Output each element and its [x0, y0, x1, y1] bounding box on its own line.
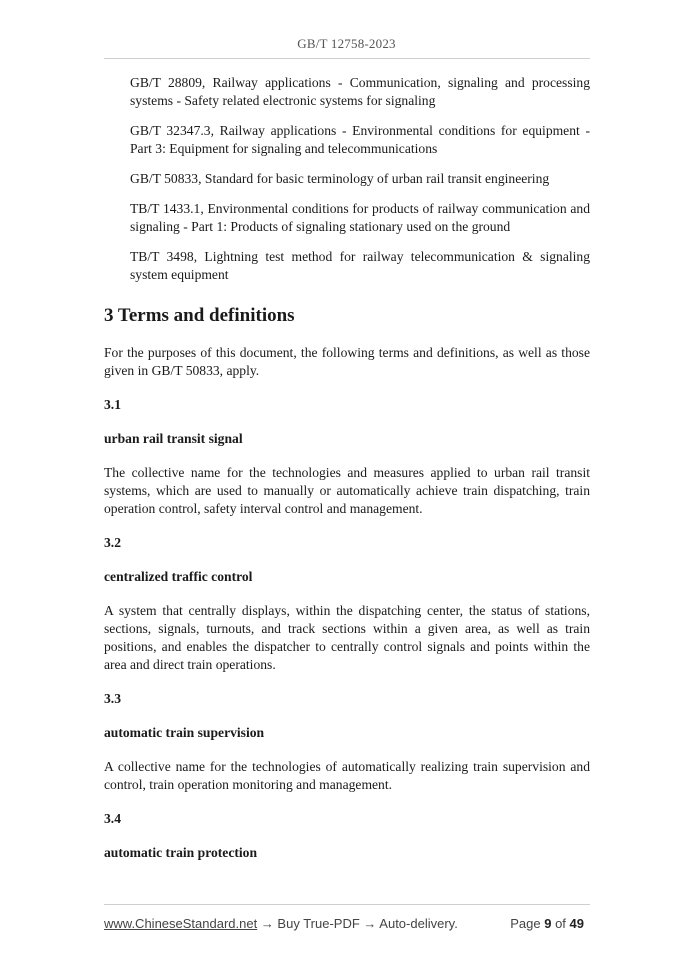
page-label: Page	[510, 916, 545, 931]
page-body	[104, 74, 590, 862]
reference-item: TB/T 1433.1, Environmental conditions for products of railway communication and signaling - Part 1: Products of signaling stationary used on the ground	[130, 201, 590, 234]
term-number: 3.2	[104, 535, 121, 550]
term-definition: A system that centrally displays, within the dispatching center, the status of stations, sections, signals, turnouts, and track sections within a given area, as well as train positions, and enables the dispatcher to centrally control signals and points within the area and direct train operations.	[104, 603, 590, 672]
term-definition: The collective name for the technologies and measures applied to urban rail transit systems, which are used to manually or automatically achieve train dispatching, train operation control, safety interval control and management.	[104, 465, 590, 516]
term-entry	[104, 810, 590, 862]
term-number: 3.3	[104, 691, 121, 706]
page-footer	[104, 916, 590, 934]
term-definition: A collective name for the technologies of automatically realizing train supervision and control, train operation monitoring and management.	[104, 759, 590, 792]
footer-tagline: → Buy True-PDF → Auto-delivery.	[257, 916, 458, 931]
term-entry	[104, 690, 590, 794]
term-number: 3.4	[104, 811, 121, 826]
total-pages: 49	[569, 916, 584, 931]
website-link[interactable]: www.ChineseStandard.net	[104, 916, 258, 931]
page-indicator	[510, 916, 584, 931]
term-name: automatic train protection	[104, 845, 258, 860]
section-heading: 3 Terms and definitions	[104, 305, 295, 326]
current-page-number: 9	[544, 916, 552, 931]
reference-item: GB/T 28809, Railway applications - Communication, signaling and processing systems - Safety related electronic systems for signaling	[130, 75, 590, 108]
footer-promo	[104, 916, 458, 931]
normative-references-list	[104, 74, 590, 284]
term-number: 3.1	[104, 397, 121, 412]
term-name: urban rail transit signal	[104, 431, 243, 446]
document-code: GB/T 12758-2023	[297, 36, 396, 51]
reference-item: TB/T 3498, Lightning test method for railway telecommunication & signaling system equipment	[130, 249, 590, 282]
footer-divider	[104, 904, 590, 905]
reference-item: GB/T 50833, Standard for basic terminology of urban rail transit engineering	[130, 171, 550, 186]
header-divider	[104, 58, 590, 59]
term-name: automatic train supervision	[104, 725, 265, 740]
term-entry	[104, 396, 590, 518]
of-label: of	[551, 916, 570, 931]
term-name: centralized traffic control	[104, 569, 253, 584]
term-entry	[104, 534, 590, 674]
section-intro: For the purposes of this document, the following terms and definitions, as well as those given in GB/T 50833, apply.	[104, 345, 590, 378]
reference-item: GB/T 32347.3, Railway applications - Environmental conditions for equipment - Part 3: Equipment for signaling and telecommunications	[130, 123, 590, 156]
